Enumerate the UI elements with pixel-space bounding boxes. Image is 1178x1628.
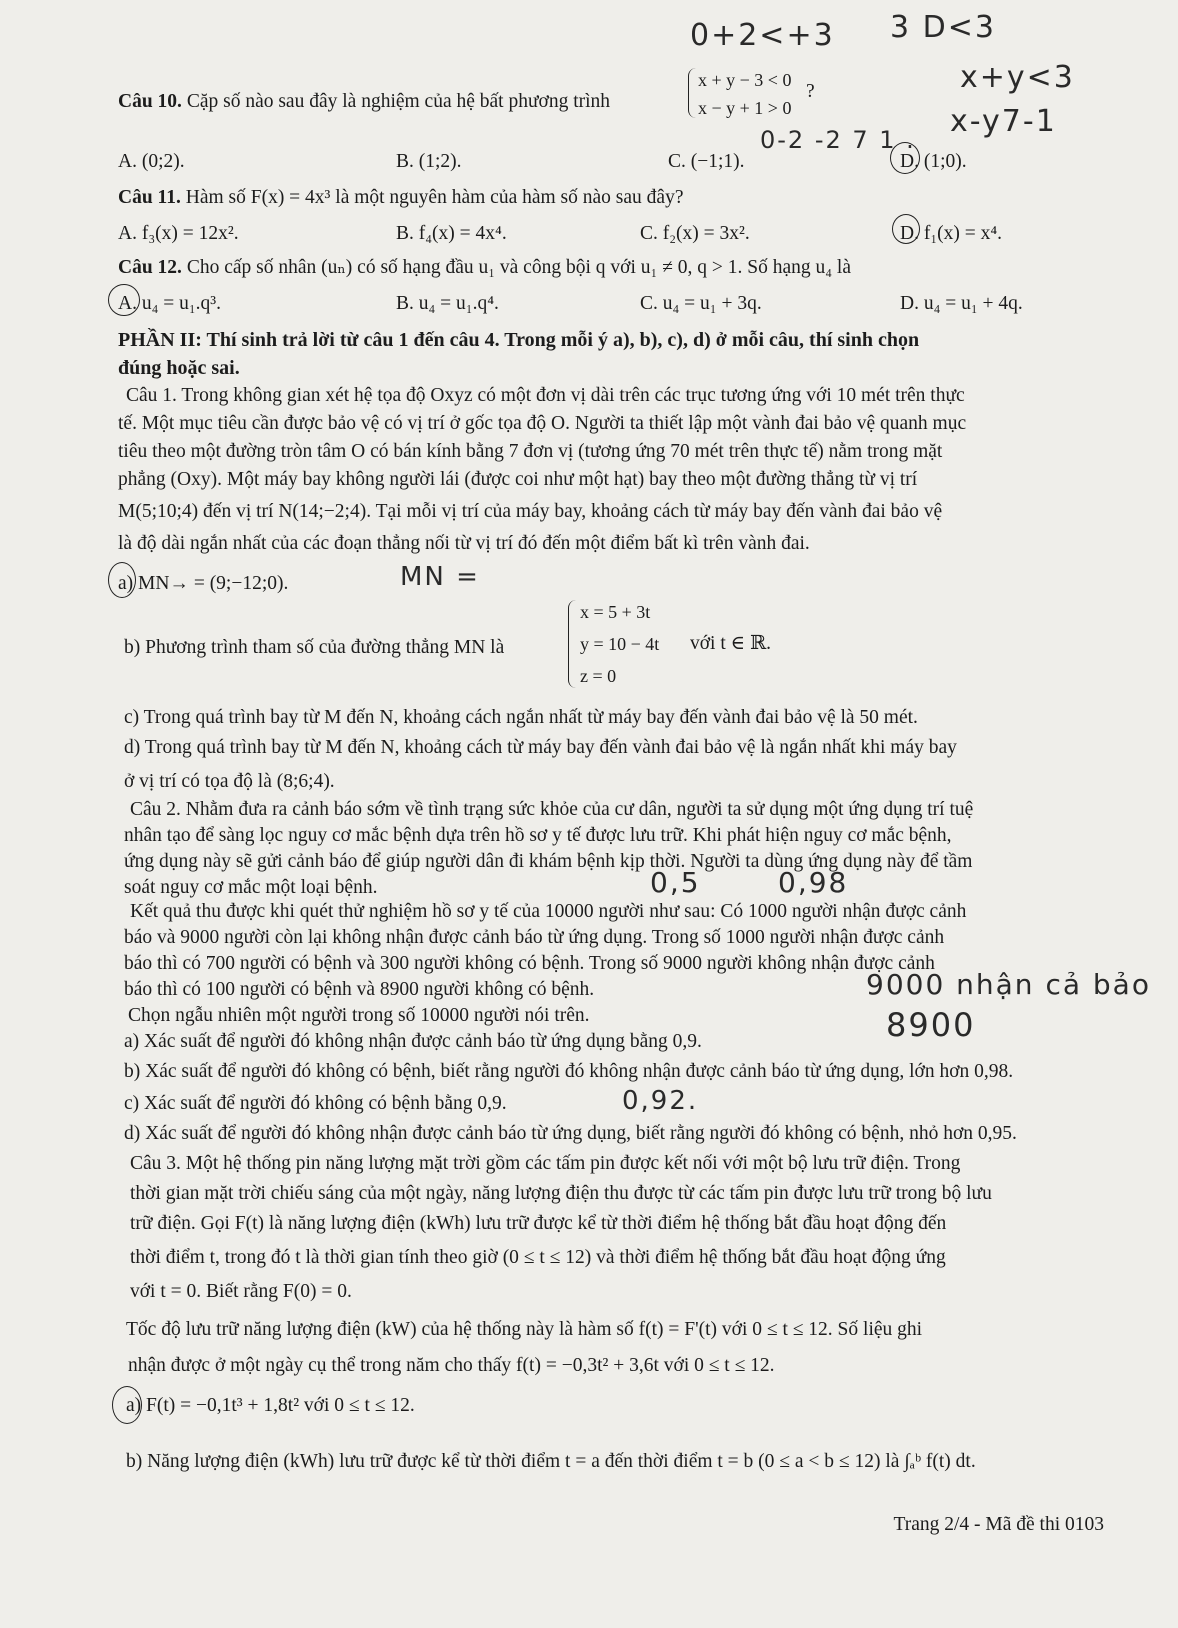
system-line: x + y − 3 < 0 [698,70,792,90]
handwriting-note: 3 D<3 [890,10,996,45]
question-text: Cặp số nào sau đây là nghiệm của hệ bất phương trình [186,91,611,112]
problem-3-text: Câu 3. Một hệ thống pin năng lượng mặt trời gồm các tấm pin được kết nối với một bộ lưu trữ điện. Trong [130,1153,961,1174]
option-d[interactable]: D. u₄ = u₁ + 4q. [900,293,1023,314]
statement-d[interactable]: d) Trong quá trình bay từ M đến N, khoảng cách từ máy bay đến vành đai bảo vệ là ngắn nhất khi máy bay [124,737,957,758]
answer-mark [892,214,920,244]
statement-b[interactable]: b) Năng lượng điện (kWh) lưu trữ được kể từ thời điểm t = a đến thời điểm t = b (0 ≤ a < b ≤ 12) là ∫ₐᵇ f(t) dt. [126,1451,976,1472]
statement-d: ở vị trí có tọa độ là (8;6;4). [124,771,335,792]
statement-d[interactable]: d) Xác suất để người đó không nhận được cảnh báo từ ứng dụng, biết rằng người đó không có bệnh, nhỏ hơn 0,95. [124,1123,1017,1144]
answer-mark [108,284,140,316]
statement-b-tail: với t ∈ ℝ. [690,633,772,654]
problem-2-text: Câu 2. Nhằm đưa ra cảnh báo sớm về tình trạng sức khỏe của cư dân, người ta sử dụng một ứng dụng trí tuệ [130,799,974,820]
problem-2-text: Chọn ngẫu nhiên một người trong số 10000 người nói trên. [128,1005,590,1026]
system-line: x − y + 1 > 0 [698,98,792,118]
statement-a[interactable]: a) Xác suất để người đó không nhận được cảnh báo từ ứng dụng bằng 0,9. [124,1031,702,1052]
option-a[interactable]: A. (0;2). [118,151,185,172]
option-a[interactable]: A. u₄ = u₁.q³. [118,293,222,314]
section-heading: đúng hoặc sai. [118,357,240,379]
problem-2-text: soát nguy cơ mắc một loại bệnh. [124,877,378,898]
handwriting-note: 9000 nhận cả bảo [866,968,1151,1001]
option-b[interactable]: B. u₄ = u₁.q⁴. [396,293,499,314]
answer-mark [890,142,920,174]
problem-1-text: Câu 1. Trong không gian xét hệ tọa độ Oxyz có một đơn vị dài trên các trục tương ứng với 10 mét trên thực [126,385,965,406]
problem-2-text: báo thì có 100 người có bệnh và 8900 người không có bệnh. [124,979,595,1000]
problem-1-text: tế. Một mục tiêu cần được bảo vệ có vị trí ở gốc tọa độ O. Người ta thiết lập một vành đai bảo vệ quanh mục [118,413,967,434]
statement-a[interactable]: a) MN→ = (9;−12;0). [118,573,289,594]
problem-2-text: nhân tạo để sàng lọc nguy cơ mắc bệnh dựa trên hồ sơ y tế được lưu trữ. Khi phát hiện nguy cơ mắc bệnh, [124,825,952,846]
statement-b[interactable]: b) Phương trình tham số của đường thẳng MN là [124,637,505,658]
handwriting-note: 8900 [886,1006,976,1044]
system-line: z = 0 [580,666,617,686]
statement-a[interactable]: a) F(t) = −0,1t³ + 1,8t² với 0 ≤ t ≤ 12. [126,1395,415,1416]
page-footer: Trang 2/4 - Mã đề thi 0103 [893,1514,1104,1535]
question-text: Cho cấp số nhân (uₙ) có số hạng đầu u₁ và công bội q với u₁ ≠ 0, q > 1. Số hạng u₄ là [186,257,851,278]
problem-3-text: trữ điện. Gọi F(t) là năng lượng điện (kWh) lưu trữ được kể từ thời điểm hệ thống bắt đầu hoạt động đến [130,1213,947,1234]
system-line: y = 10 − 4t [580,634,660,654]
option-b[interactable]: B. (1;2). [396,151,462,172]
option-a[interactable]: A. f₃(x) = 12x². [118,223,239,244]
question-12 [118,256,851,280]
answer-mark [112,1386,142,1424]
option-d[interactable]: D. (1;0). [900,151,967,172]
question-text: Hàm số F(x) = 4x³ là một nguyên hàm của hàm số nào sau đây? [185,187,684,208]
system-brace [568,600,579,688]
option-c[interactable]: C. u₄ = u₁ + 3q. [640,293,762,314]
handwriting-note: 0+2<+3 [690,18,835,53]
handwriting-note: MN = [400,562,480,592]
question-11 [118,186,683,210]
section-heading: PHẦN II: Thí sinh trả lời từ câu 1 đến câu 4. Trong mỗi ý a), b), c), d) ở mỗi câu, thí sinh chọn [118,329,920,351]
handwriting-note: x-y7-1 [950,104,1057,139]
problem-1-text: phẳng (Oxy). Một máy bay không người lái (được coi như một hạt) bay theo một đường thẳng từ vị trí [118,469,918,490]
question-number: Câu 10. [118,91,182,112]
problem-3-text: với t = 0. Biết rằng F(0) = 0. [130,1281,352,1302]
problem-1-text: M(5;10;4) đến vị trí N(14;−2;4). Tại mỗi vị trí của máy bay, khoảng cách từ máy bay đến vành đai bảo vệ [118,501,943,522]
problem-1-text: là độ dài ngắn nhất của các đoạn thẳng nối từ vị trí đó đến một điểm bất kì trên vành đai. [118,533,810,554]
problem-2-text: Kết quả thu được khi quét thử nghiệm hồ sơ y tế của 10000 người như sau: Có 1000 người nhận được cảnh [130,901,967,922]
problem-3-text: thời điểm t, trong đó t là thời gian tính theo giờ (0 ≤ t ≤ 12) và thời điểm hệ thống bắt đầu hoạt động ứng [130,1247,946,1268]
problem-3-text: thời gian mặt trời chiếu sáng của một ngày, năng lượng điện thu được từ các tấm pin được lưu trữ trong bộ lưu [130,1183,992,1204]
question-10 [118,90,610,114]
handwriting-note: x+y<3 [960,60,1075,95]
statement-c[interactable]: c) Trong quá trình bay từ M đến N, khoảng cách ngắn nhất từ máy bay đến vành đai bảo vệ là 50 mét. [124,707,918,728]
handwriting-note: 0,92. [622,1086,699,1116]
statement-c[interactable]: c) Xác suất để người đó không có bệnh bằng 0,9. [124,1093,507,1114]
problem-1-text: tiêu theo một đường tròn tâm O có bán kính bằng 7 đơn vị (tương ứng 70 mét trên thực tế) nằm trong mặt [118,441,943,462]
option-c[interactable]: C. f₂(x) = 3x². [640,223,750,244]
problem-2-text: báo và 9000 người còn lại không nhận được cảnh báo từ ứng dụng. Trong số 1000 người nhận được cảnh [124,927,945,948]
handwriting-note: 0,98 [778,866,849,899]
question-number: Câu 11. [118,187,181,208]
system-line: x = 5 + 3t [580,602,651,622]
question-mark: ? [806,81,815,102]
answer-mark [108,562,136,598]
problem-2-text: báo thì có 700 người có bệnh và 300 người không có bệnh. Trong số 9000 người không nhận được cảnh [124,953,935,974]
handwriting-note: 0,5 [650,866,701,899]
statement-b[interactable]: b) Xác suất để người đó không có bệnh, biết rằng người đó không nhận được cảnh báo từ ứng dụng, lớn hơn 0,98. [124,1061,1014,1082]
option-b[interactable]: B. f₄(x) = 4x⁴. [396,223,507,244]
problem-3-text: Tốc độ lưu trữ năng lượng điện (kW) của hệ thống này là hàm số f(t) = F'(t) với 0 ≤ t ≤ 12. Số liệu ghi [126,1319,923,1340]
handwriting-note: 0-2 -2 7 1 . [760,126,916,154]
option-d[interactable]: D. f₁(x) = x⁴. [900,223,1003,244]
problem-3-text: nhận được ở một ngày cụ thể trong năm cho thấy f(t) = −0,3t² + 3,6t với 0 ≤ t ≤ 12. [128,1355,775,1376]
question-number: Câu 12. [118,257,182,278]
problem-2-text: ứng dụng này sẽ gửi cảnh báo để giúp người dân đi khám bệnh kịp thời. Người ta dùng ứng dụng này để tầm [124,851,973,872]
option-c[interactable]: C. (−1;1). [668,151,745,172]
